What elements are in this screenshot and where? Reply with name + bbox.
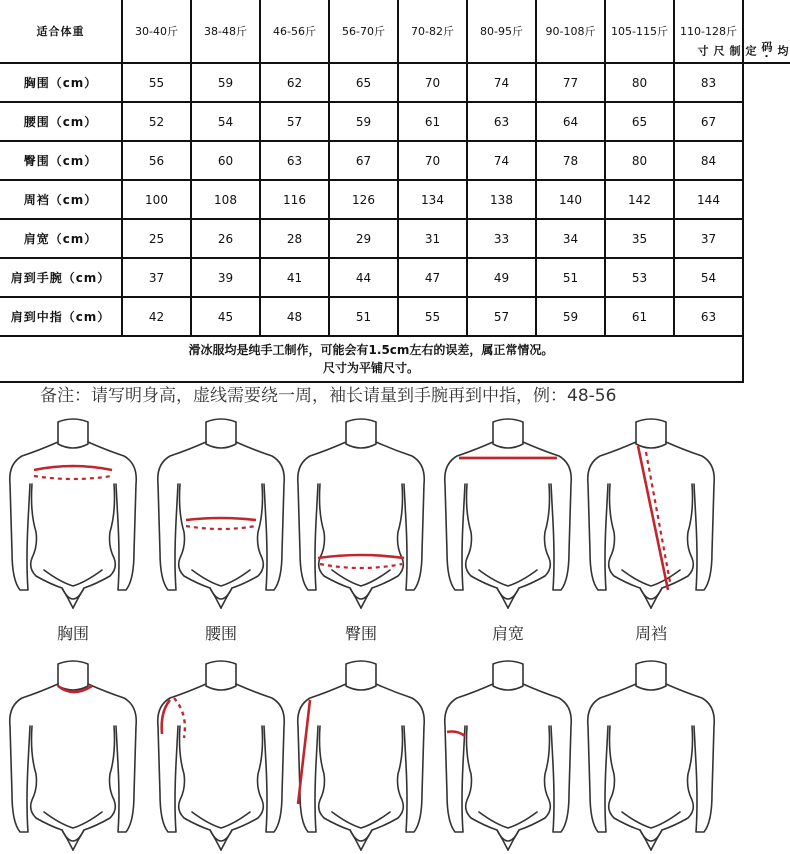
table-cell: 70 [398,141,467,180]
table-cell: 56 [122,141,191,180]
table-cell: 48 [260,297,329,336]
table-cell: 54 [674,258,743,297]
table-cell: 100 [122,180,191,219]
table-cell: 51 [329,297,398,336]
table-cell: 60 [191,141,260,180]
bodysuit-figure [0,412,146,612]
table-row [0,219,790,258]
measurement-figure [288,654,434,854]
measurement-figure [148,654,294,854]
table-cell: 51 [536,258,605,297]
column-header: 38-48斤 [191,0,260,63]
size-chart-table [0,0,790,383]
bodysuit-figure [578,412,724,612]
table-cell: 26 [191,219,260,258]
table-cell: 33 [467,219,536,258]
row-label: 胸围（cm） [0,63,122,102]
table-cell: 80 [605,141,674,180]
table-row [0,102,790,141]
table-cell: 61 [605,297,674,336]
table-cell: 45 [191,297,260,336]
row-label: 肩到手腕（cm） [0,258,122,297]
table-row [0,63,790,102]
table-cell: 49 [467,258,536,297]
table-row [0,141,790,180]
table-cell: 44 [329,258,398,297]
measurement-figure [148,412,294,612]
table-footer-note [0,336,743,382]
table-header-row [0,0,790,63]
table-cell: 28 [260,219,329,258]
bodysuit-figure [0,654,146,854]
bodysuit-figure [148,654,294,854]
table-cell: 80 [605,63,674,102]
table-row [0,258,790,297]
bodysuit-figure [435,654,581,854]
figure-label: 臀围 [344,624,377,643]
measurement-figure [0,654,146,854]
measurement-figure [578,412,724,612]
table-cell: 59 [191,63,260,102]
table-cell: 52 [122,102,191,141]
footer-line-2: 尺寸为平铺尺寸。 [322,361,419,375]
table-cell: 63 [674,297,743,336]
table-cell: 54 [191,102,260,141]
column-header: 105-115斤 [605,0,674,63]
table-cell: 138 [467,180,536,219]
table-cell: 140 [536,180,605,219]
table-cell: 70 [398,63,467,102]
table-cell: 142 [605,180,674,219]
table-cell: 41 [260,258,329,297]
figure-label: 胸围 [56,624,89,643]
remark-text: 备注：请写明身高，虚线需要绕一周，袖长请量到手腕再到中指，例：48-56 [40,386,617,406]
bodysuit-figure [288,412,434,612]
table-cell: 37 [674,219,743,258]
table-cell: 39 [191,258,260,297]
table-row [0,180,790,219]
column-header: 70-82斤 [398,0,467,63]
table-cell: 59 [329,102,398,141]
row-label: 肩到中指（cm） [0,297,122,336]
table-cell: 84 [674,141,743,180]
table-cell: 64 [536,102,605,141]
table-cell: 83 [674,63,743,102]
table-cell: 67 [674,102,743,141]
bodysuit-figure [435,412,581,612]
table-cell: 31 [398,219,467,258]
table-cell: 59 [536,297,605,336]
table-cell: 62 [260,63,329,102]
column-header: 110-128斤 [674,0,743,63]
table-cell: 37 [122,258,191,297]
bodysuit-figure [148,412,294,612]
table-cell: 57 [467,297,536,336]
footer-line-1: 滑冰服均是纯手工制作，可能会有1.5cm左右的误差，属正常情况。 [188,343,554,357]
column-header: 30-40斤 [122,0,191,63]
bodysuit-figure [578,654,724,854]
figure-label: 肩宽 [491,624,524,643]
table-cell: 78 [536,141,605,180]
table-cell: 134 [398,180,467,219]
table-cell: 25 [122,219,191,258]
table-cell: 74 [467,63,536,102]
table-cell: 116 [260,180,329,219]
table-cell: 29 [329,219,398,258]
row-label: 腰围（cm） [0,102,122,141]
measurement-figure [435,412,581,612]
row-label: 臀围（cm） [0,141,122,180]
figure-label: 腰围 [204,624,237,643]
table-cell: 47 [398,258,467,297]
measurement-figure [0,412,146,612]
side-note: 均码·定制尺寸 [743,0,790,63]
table-cell: 65 [329,63,398,102]
column-header: 80-95斤 [467,0,536,63]
column-header: 90-108斤 [536,0,605,63]
table-cell: 74 [467,141,536,180]
table-cell: 126 [329,180,398,219]
measurement-figure [578,654,724,854]
measurement-figure [435,654,581,854]
row-label: 肩宽（cm） [0,219,122,258]
measurement-figure [288,412,434,612]
table-cell: 55 [398,297,467,336]
row-label: 周裆（cm） [0,180,122,219]
table-cell: 35 [605,219,674,258]
column-header: 46-56斤 [260,0,329,63]
bodysuit-figure [288,654,434,854]
table-cell: 57 [260,102,329,141]
table-cell: 144 [674,180,743,219]
table-cell: 55 [122,63,191,102]
table-cell: 34 [536,219,605,258]
table-cell: 108 [191,180,260,219]
table-cell: 63 [467,102,536,141]
table-row [0,297,790,336]
table-cell: 67 [329,141,398,180]
table-cell: 42 [122,297,191,336]
table-cell: 53 [605,258,674,297]
header-label: 适合体重 [0,0,122,63]
table-cell: 63 [260,141,329,180]
table-cell: 77 [536,63,605,102]
table-cell: 65 [605,102,674,141]
table-cell: 61 [398,102,467,141]
column-header: 56-70斤 [329,0,398,63]
table-footer-row [0,336,790,382]
figure-label: 周裆 [634,624,667,643]
